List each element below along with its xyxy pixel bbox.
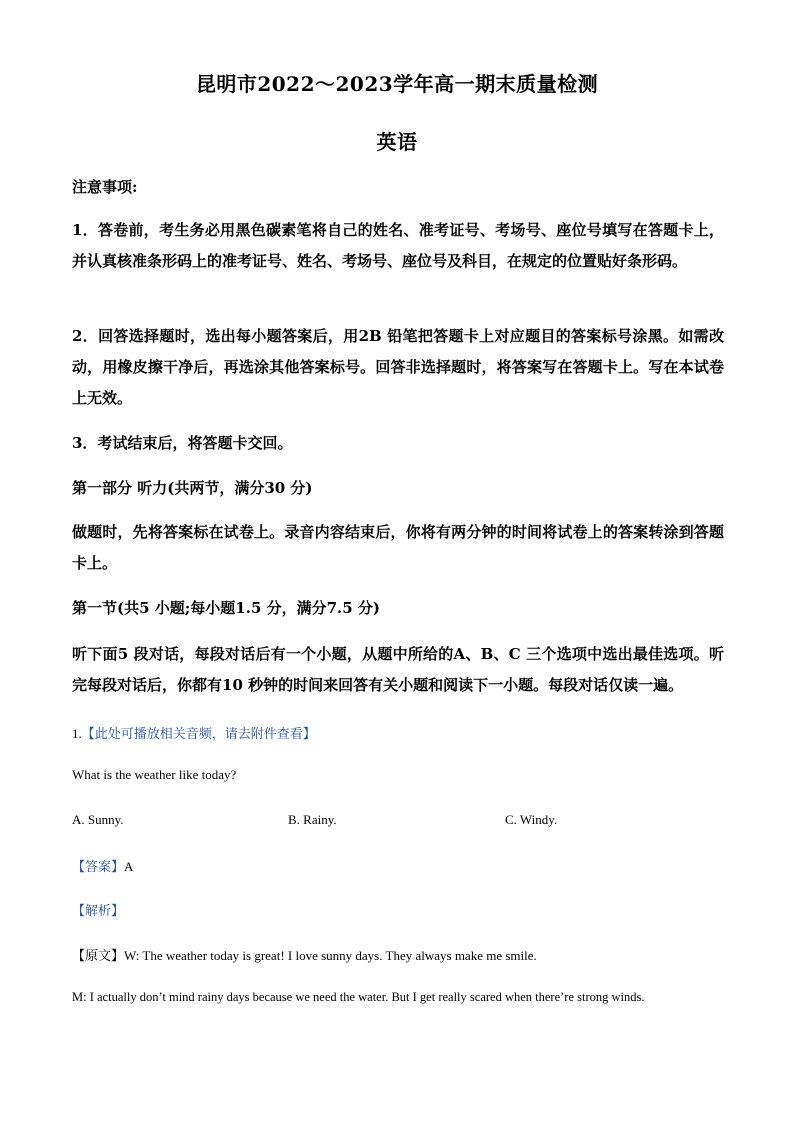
section1-instruction: 听下面5 段对话，每段对话后有一个小题，从题中所给的A、B、C 三个选项中选出最佳选项。听完每段对话后，你都有10 秒钟的时间来回答有关小题和阅读下一小题。每段对话仅读一遍。 bbox=[72, 645, 724, 694]
notice-item-2: 2．回答选择题时，选出每小题答案后，用2B 铅笔把答题卡上对应题目的答案标号涂黑。如需改动，用橡皮擦干净后，再选涂其他答案标号。回答非选择题时，将答案写在答题卡上。写在本试卷上无效。 bbox=[72, 327, 724, 407]
notice-heading: 注意事项: bbox=[72, 178, 138, 196]
answer-line bbox=[72, 856, 133, 875]
audio-note[interactable]: 【此处可播放相关音频，请去附件查看】 bbox=[81, 726, 316, 741]
subject-title: 英语 bbox=[376, 130, 418, 154]
notice-item-1: 1．答卷前，考生务必用黑色碳素笔将自己的姓名、准考证号、考场号、座位号填写在答题卡上，并认真核准条形码上的准考证号、姓名、考场号、座位号及科目，在规定的位置贴好条形码。 bbox=[72, 221, 724, 270]
part1-instruction: 做题时，先将答案标在试卷上。录音内容结束后，你将有两分钟的时间将试卷上的答案转涂到答题卡上。 bbox=[72, 523, 724, 572]
section1-heading: 第一节(共5 小题;每小题1.5 分，满分7.5 分) bbox=[72, 599, 381, 617]
option-c: C. Windy. bbox=[505, 812, 558, 827]
transcript-w: W: The weather today is great! I love sunny days. They always make me smile. bbox=[124, 948, 537, 963]
answer-label: 【答案】 bbox=[72, 859, 125, 874]
analysis-line bbox=[72, 900, 124, 919]
option-b: B. Rainy. bbox=[288, 812, 337, 827]
part1-heading: 第一部分 听力(共两节，满分30 分) bbox=[72, 479, 313, 497]
option-a: A. Sunny. bbox=[72, 812, 124, 827]
question-1-header bbox=[72, 723, 316, 742]
exam-title: 昆明市2022～2023学年高一期末质量检测 bbox=[195, 72, 599, 96]
answer-value: A bbox=[124, 859, 134, 874]
transcript-m-line: M: I actually don’t mind rainy days because we need the water. But I get really scared when there’re strong winds. bbox=[72, 990, 645, 1004]
transcript-w-line bbox=[72, 945, 537, 964]
analysis-label: 【解析】 bbox=[72, 903, 125, 918]
question-1-stem: What is the weather like today? bbox=[72, 767, 237, 782]
transcript-label: 【原文】 bbox=[72, 948, 125, 963]
question-number: 1. bbox=[72, 726, 82, 741]
notice-item-3: 3．考试结束后，将答题卡交回。 bbox=[72, 434, 293, 452]
